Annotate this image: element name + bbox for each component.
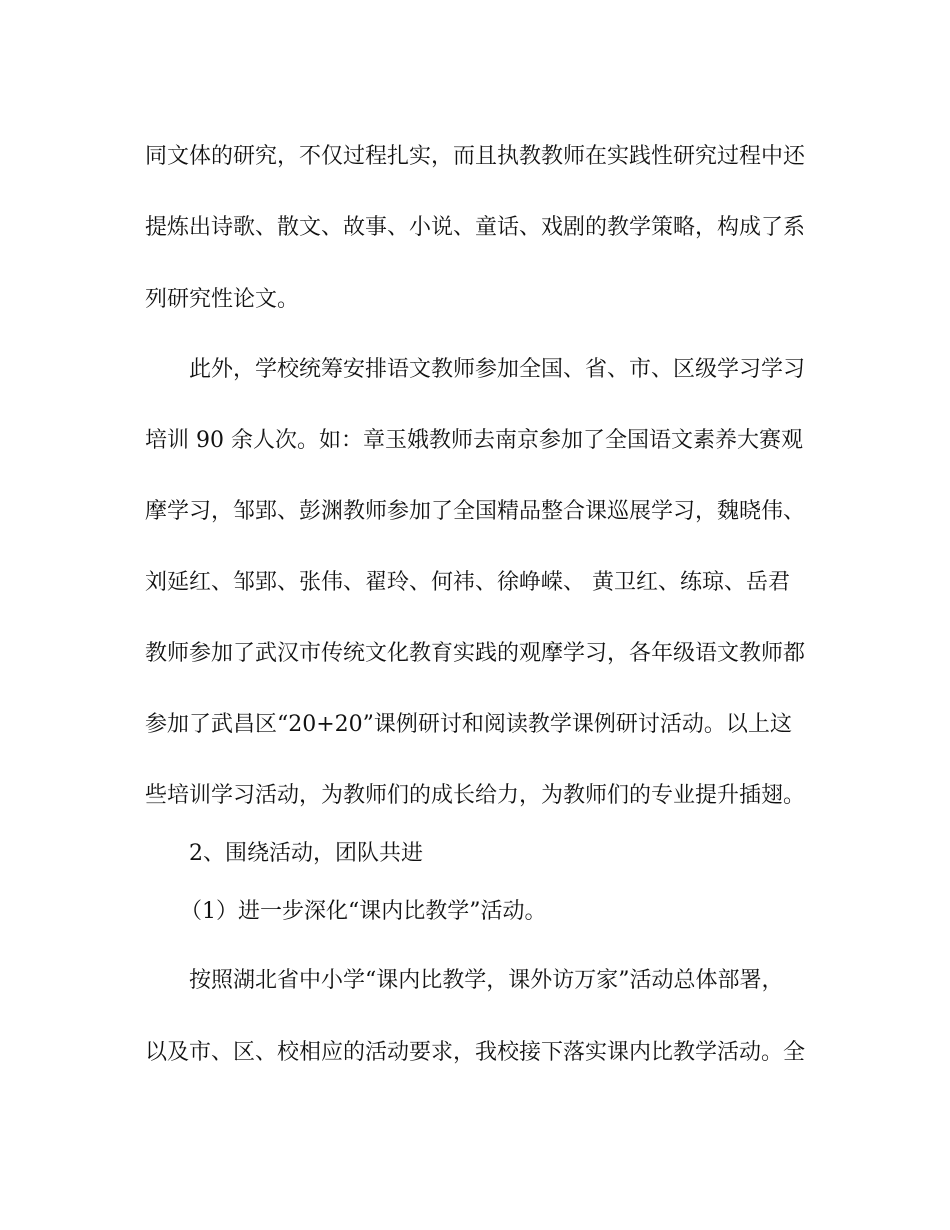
body-line-1: 同文体的研究，不仅过程扎实，而且执教教师在实践性研究过程中还 [145, 144, 806, 169]
body-line-2: 提炼出诗歌、散文、故事、小说、童话、戏剧的教学策略，构成了系 [145, 215, 806, 240]
body-line-5: 培训 90 余人次。如：章玉娥教师去南京参加了全国语文素养大赛观 [145, 428, 803, 453]
body-line-9: 参加了武昌区“20+20”课例研讨和阅读教学课例研讨活动。以上这 [145, 712, 792, 737]
section-heading: 2、围绕活动，团队共进 [189, 841, 423, 866]
body-line-4: 此外，学校统筹安排语文教师参加全国、省、市、区级学习学习 [189, 357, 806, 382]
body-line-3: 列研究性论文。 [145, 287, 300, 312]
body-line-11: 按照湖北省中小学“课内比教学，课外访万家”活动总体部署， [189, 968, 784, 993]
body-line-6: 摩学习，邹郢、彭渊教师参加了全国精品整合课巡展学习，魏晓伟、 [145, 499, 806, 524]
subsection-heading: （1）进一步深化“课内比教学”活动。 [180, 899, 547, 924]
body-line-7: 刘延红、邹郢、张伟、翟玲、何祎、徐峥嵘、 黄卫红、练琼、岳君 [145, 570, 790, 595]
body-line-8: 教师参加了武汉市传统文化教育实践的观摩学习，各年级语文教师都 [145, 641, 806, 666]
body-line-10: 些培训学习活动，为教师们的成长给力，为教师们的专业提升插翅。 [145, 783, 806, 808]
body-line-12: 以及市、区、校相应的活动要求，我校接下落实课内比教学活动。全 [145, 1040, 806, 1065]
